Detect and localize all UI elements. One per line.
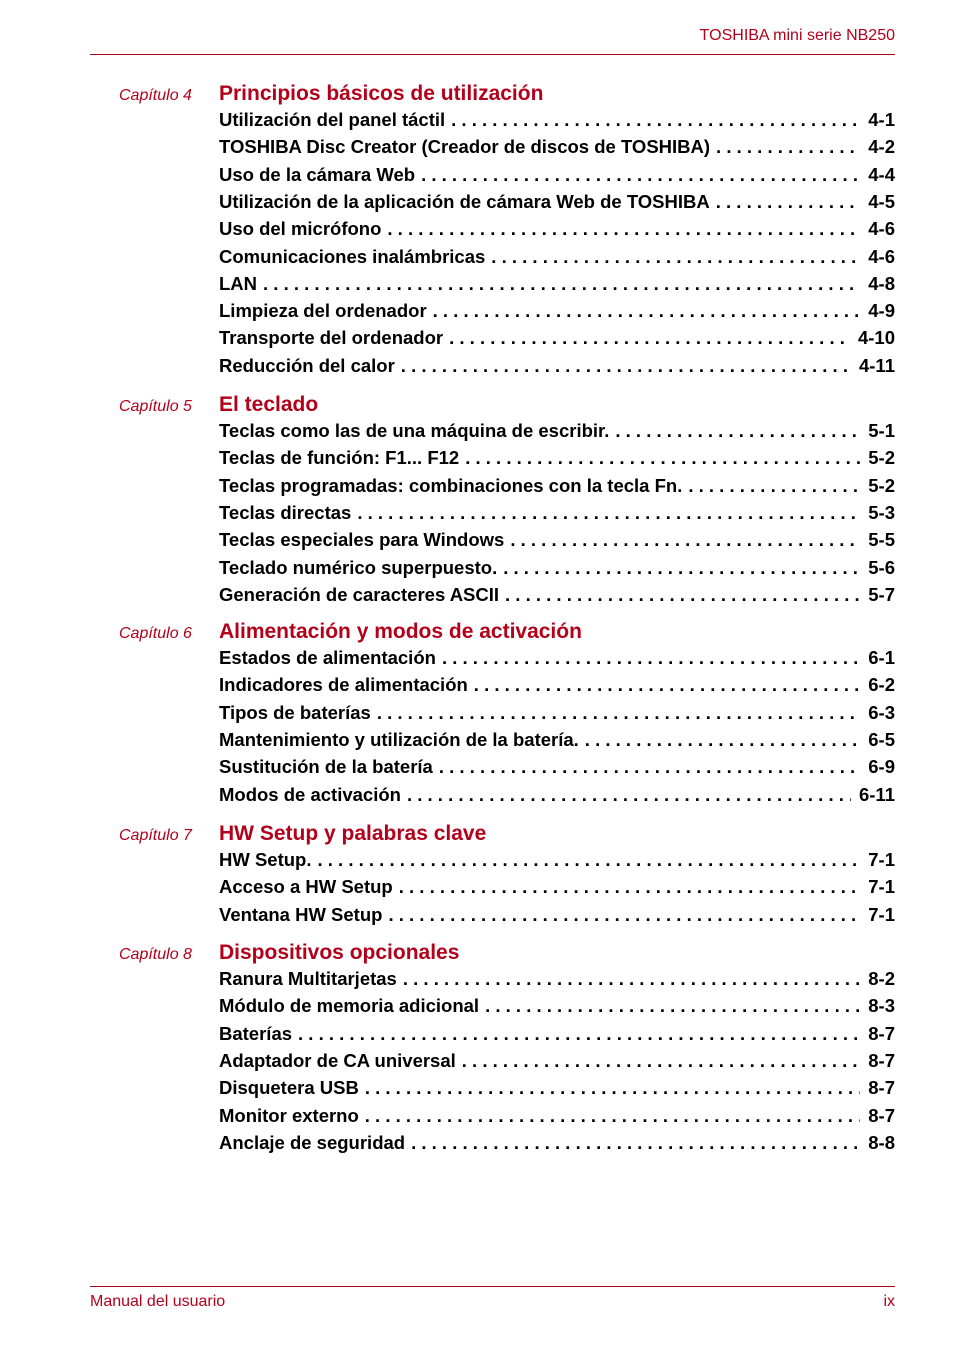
dot-leader <box>716 135 860 159</box>
dot-leader <box>365 1104 860 1128</box>
dot-leader <box>377 701 860 725</box>
toc-entry-title: Módulo de memoria adicional <box>219 994 485 1018</box>
chapter-title[interactable]: HW Setup y palabras clave <box>219 822 487 845</box>
toc-entry-title: Teclas de función: F1... F12 <box>219 446 465 470</box>
toc-entry-page: 5-6 <box>860 556 895 580</box>
toc-entry[interactable] <box>219 354 895 378</box>
toc-entry-page: 4-6 <box>860 245 895 269</box>
dot-leader <box>357 501 860 525</box>
toc-entry[interactable] <box>219 272 895 296</box>
toc-entry-title: Reducción del calor <box>219 354 401 378</box>
toc-entry[interactable] <box>219 875 895 899</box>
toc-entry[interactable] <box>219 419 895 443</box>
toc-entry-title: Ventana HW Setup <box>219 903 388 927</box>
toc-entry[interactable] <box>219 1131 895 1155</box>
footer-manual-title: Manual del usuario <box>90 1293 226 1310</box>
dot-leader <box>485 994 860 1018</box>
toc-entry[interactable] <box>219 1049 895 1073</box>
toc-entry-page: 7-1 <box>860 848 895 872</box>
toc-entry[interactable] <box>219 217 895 241</box>
dot-leader <box>465 446 860 470</box>
dot-leader <box>263 272 860 296</box>
dot-leader <box>399 875 861 899</box>
toc-entry-page: 8-7 <box>860 1104 895 1128</box>
toc-entry-page: 5-1 <box>860 419 895 443</box>
toc-entry-page: 6-11 <box>851 783 895 807</box>
chapter-label: Capítulo 4 <box>119 87 192 104</box>
toc-entry-page: 4-10 <box>850 326 895 350</box>
toc-entry[interactable] <box>219 135 895 159</box>
toc-entry[interactable] <box>219 755 895 779</box>
toc-entry-page: 8-7 <box>860 1022 895 1046</box>
toc-entry-title: HW Setup. <box>219 848 318 872</box>
toc-entry[interactable] <box>219 994 895 1018</box>
toc-entry-title: Teclas directas <box>219 501 357 525</box>
toc-entry-page: 6-9 <box>860 755 895 779</box>
toc-entry-title: Ranura Multitarjetas <box>219 967 403 991</box>
toc-entry-page: 7-1 <box>860 875 895 899</box>
toc-entry[interactable] <box>219 474 895 498</box>
toc-entry-title: Uso del micrófono <box>219 217 387 241</box>
toc-entry[interactable] <box>219 1104 895 1128</box>
toc-entry-title: Teclas como las de una máquina de escribir. <box>219 419 615 443</box>
dot-leader <box>462 1049 860 1073</box>
toc-entry[interactable] <box>219 903 895 927</box>
toc-entry-title: Estados de alimentación <box>219 646 442 670</box>
dot-leader <box>421 163 860 187</box>
toc-entry-page: 5-3 <box>860 501 895 525</box>
toc-entry[interactable] <box>219 556 895 580</box>
toc-entry-title: Indicadores de alimentación <box>219 673 474 697</box>
toc-entry[interactable] <box>219 583 895 607</box>
toc-entry-title: Monitor externo <box>219 1104 365 1128</box>
chapter-title[interactable]: Alimentación y modos de activación <box>219 620 582 643</box>
dot-leader <box>505 583 860 607</box>
toc-entry-page: 5-7 <box>860 583 895 607</box>
toc-entry-page: 8-2 <box>860 967 895 991</box>
toc-entry[interactable] <box>219 1022 895 1046</box>
dot-leader <box>439 755 860 779</box>
dot-leader <box>298 1022 860 1046</box>
toc-entry-page: 4-8 <box>860 272 895 296</box>
dot-leader <box>716 190 861 214</box>
toc-entry-title: LAN <box>219 272 263 296</box>
dot-leader <box>403 967 860 991</box>
toc-entry-page: 6-1 <box>860 646 895 670</box>
toc-entry-page: 5-5 <box>860 528 895 552</box>
toc-entry-page: 8-3 <box>860 994 895 1018</box>
toc-entry-title: Anclaje de seguridad <box>219 1131 411 1155</box>
toc-entry[interactable] <box>219 528 895 552</box>
dot-leader <box>688 474 860 498</box>
toc-entry-title: Disquetera USB <box>219 1076 365 1100</box>
footer-rule <box>90 1286 895 1287</box>
toc-entry-title: Transporte del ordenador <box>219 326 449 350</box>
header-rule <box>90 54 895 55</box>
toc-entry-page: 5-2 <box>860 446 895 470</box>
toc-entry[interactable] <box>219 163 895 187</box>
toc-entry-page: 4-4 <box>860 163 895 187</box>
dot-leader <box>387 217 860 241</box>
footer-page-number: ix <box>883 1293 895 1310</box>
toc-entry-title: Tipos de baterías <box>219 701 377 725</box>
toc-entry[interactable] <box>219 783 895 807</box>
toc-entry-title: Adaptador de CA universal <box>219 1049 462 1073</box>
toc-entry-title: Baterías <box>219 1022 298 1046</box>
dot-leader <box>510 528 860 552</box>
dot-leader <box>388 903 860 927</box>
toc-entry-page: 4-2 <box>860 135 895 159</box>
toc-entry[interactable] <box>219 108 895 132</box>
dot-leader <box>449 326 850 350</box>
dot-leader <box>451 108 860 132</box>
toc-entry[interactable] <box>219 190 895 214</box>
dot-leader <box>615 419 860 443</box>
toc-entry[interactable] <box>219 1076 895 1100</box>
toc-entry-title: Generación de caracteres ASCII <box>219 583 505 607</box>
toc-entry-title: Mantenimiento y utilización de la batería. <box>219 728 585 752</box>
toc-entry-title: Utilización del panel táctil <box>219 108 451 132</box>
toc-entry-title: Teclas especiales para Windows <box>219 528 510 552</box>
dot-leader <box>407 783 851 807</box>
toc-entry[interactable] <box>219 326 895 350</box>
toc-entry-page: 6-5 <box>860 728 895 752</box>
dot-leader <box>585 728 860 752</box>
toc-entry-page: 4-5 <box>860 190 895 214</box>
toc-entry-page: 8-8 <box>860 1131 895 1155</box>
dot-leader <box>433 299 861 323</box>
toc-entry[interactable] <box>219 446 895 470</box>
toc-entry[interactable] <box>219 848 895 872</box>
toc-entry[interactable] <box>219 673 895 697</box>
chapter-title[interactable]: Principios básicos de utilización <box>219 82 544 105</box>
toc-entry[interactable] <box>219 701 895 725</box>
toc-entry-page: 5-2 <box>860 474 895 498</box>
dot-leader <box>491 245 860 269</box>
toc-entry-title: Uso de la cámara Web <box>219 163 421 187</box>
toc-entry-page: 4-6 <box>860 217 895 241</box>
toc-entry-title: Modos de activación <box>219 783 407 807</box>
running-header: TOSHIBA mini serie NB250 <box>699 27 895 44</box>
toc-entry[interactable] <box>219 967 895 991</box>
toc-entry[interactable] <box>219 245 895 269</box>
dot-leader <box>474 673 860 697</box>
toc-entry-title: Comunicaciones inalámbricas <box>219 245 491 269</box>
toc-entry-title: Acceso a HW Setup <box>219 875 399 899</box>
toc-entry[interactable] <box>219 299 895 323</box>
chapter-label: Capítulo 8 <box>119 946 192 963</box>
toc-entry-page: 4-9 <box>860 299 895 323</box>
toc-entry-title: Teclado numérico superpuesto. <box>219 556 503 580</box>
chapter-title[interactable]: El teclado <box>219 393 319 416</box>
toc-entry-title: Sustitución de la batería <box>219 755 439 779</box>
toc-entry-page: 8-7 <box>860 1076 895 1100</box>
dot-leader <box>411 1131 860 1155</box>
chapter-label: Capítulo 7 <box>119 827 192 844</box>
toc-entry-title: Teclas programadas: combinaciones con la tecla Fn. <box>219 474 688 498</box>
toc-entry-page: 6-3 <box>860 701 895 725</box>
dot-leader <box>401 354 851 378</box>
toc-entry-page: 7-1 <box>860 903 895 927</box>
toc-entry[interactable] <box>219 728 895 752</box>
toc-entry-page: 6-2 <box>860 673 895 697</box>
toc-entry-title: Limpieza del ordenador <box>219 299 433 323</box>
toc-entry[interactable] <box>219 646 895 670</box>
toc-entry[interactable] <box>219 501 895 525</box>
chapter-label: Capítulo 5 <box>119 398 192 415</box>
toc-entry-page: 8-7 <box>860 1049 895 1073</box>
toc-entry-page: 4-11 <box>851 354 895 378</box>
toc-entry-page: 4-1 <box>860 108 895 132</box>
dot-leader <box>318 848 861 872</box>
toc-entry-title: Utilización de la aplicación de cámara Web de TOSHIBA <box>219 190 716 214</box>
chapter-title[interactable]: Dispositivos opcionales <box>219 941 460 964</box>
dot-leader <box>503 556 860 580</box>
chapter-label: Capítulo 6 <box>119 625 192 642</box>
dot-leader <box>442 646 860 670</box>
toc-entry-title: TOSHIBA Disc Creator (Creador de discos de TOSHIBA) <box>219 135 716 159</box>
dot-leader <box>365 1076 860 1100</box>
